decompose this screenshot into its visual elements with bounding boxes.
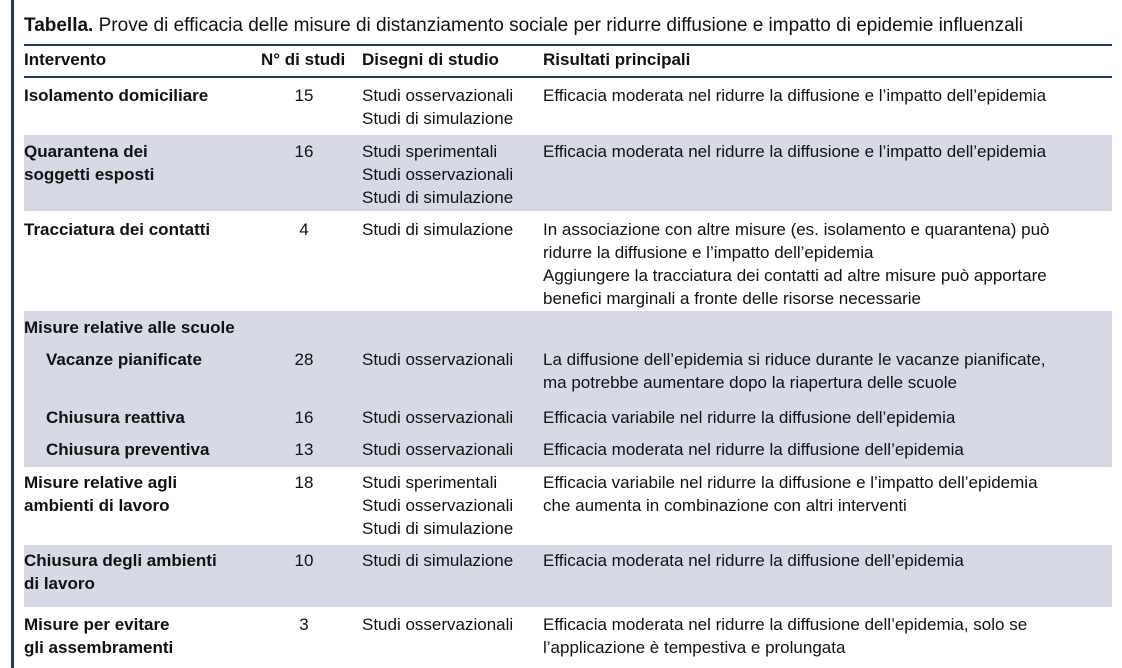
cell-disegni-line: Studi osservazionali bbox=[362, 496, 514, 515]
cell-disegni bbox=[362, 549, 513, 572]
cell-disegni bbox=[362, 406, 513, 429]
cell-disegni-line: Studi osservazionali bbox=[362, 440, 514, 459]
cell-intervento bbox=[24, 613, 173, 659]
cell-risultati-line: La diffusione dell’epidemia si riduce durante le vacanze pianificate, bbox=[543, 350, 1046, 369]
cell-risultati-line: Efficacia moderata nel ridurre la diffusione e l’impatto dell’epidemia bbox=[543, 86, 1047, 105]
table-row bbox=[24, 311, 1112, 344]
cell-risultati-line: l’applicazione è tempestiva e prolungata bbox=[543, 638, 846, 657]
cell-risultati bbox=[543, 471, 1038, 517]
cell-risultati-line: ridurre la diffusione e l’impatto dell’epidemia bbox=[543, 243, 874, 262]
cell-n-studi: 16 bbox=[294, 408, 314, 427]
table-title bbox=[24, 14, 1023, 38]
cell-risultati bbox=[543, 348, 1045, 394]
header-disegni: Disegni di studio bbox=[362, 50, 499, 69]
table-row bbox=[24, 434, 1112, 467]
cell-risultati-line: ma potrebbe aumentare dopo la riapertura delle scuole bbox=[543, 373, 957, 392]
cell-disegni-line: Studi osservazionali bbox=[362, 408, 514, 427]
cell-intervento bbox=[24, 549, 217, 595]
cell-intervento-line: gli assembramenti bbox=[24, 638, 174, 657]
cell-risultati bbox=[543, 84, 1046, 107]
cell-n-studi: 4 bbox=[299, 220, 309, 239]
cell-disegni bbox=[362, 438, 513, 461]
cell-intervento-line: Chiusura preventiva bbox=[46, 440, 210, 459]
cell-risultati-line: Efficacia variabile nel ridurre la diffusione dell’epidemia bbox=[543, 408, 956, 427]
cell-intervento-line: Misure relative agli bbox=[24, 473, 178, 492]
cell-intervento-line: Chiusura degli ambienti bbox=[24, 551, 217, 570]
cell-n-studi: 16 bbox=[294, 142, 314, 161]
cell-disegni-line: Studi osservazionali bbox=[362, 350, 514, 369]
cell-risultati-line: Efficacia moderata nel ridurre la diffusione dell’epidemia bbox=[543, 440, 964, 459]
table-row bbox=[24, 344, 1112, 402]
cell-intervento-line: di lavoro bbox=[24, 574, 95, 593]
cell-intervento-line: Quarantena dei bbox=[24, 142, 148, 161]
cell-intervento-line: Vacanze pianificate bbox=[46, 350, 202, 369]
table-row bbox=[24, 135, 1112, 211]
cell-disegni-line: Studi di simulazione bbox=[362, 109, 514, 128]
cell-n-studi: 18 bbox=[294, 473, 314, 492]
table-title-label: Tabella. bbox=[24, 15, 94, 36]
cell-disegni bbox=[362, 84, 513, 130]
table-title-text: Prove di efficacia delle misure di distanziamento sociale per ridurre diffusione e impatto di epidemie influenzali bbox=[93, 15, 1024, 36]
cell-n-studi: 10 bbox=[294, 551, 314, 570]
table-row bbox=[24, 607, 1112, 668]
header-risultati: Risultati principali bbox=[543, 50, 691, 69]
cell-risultati-line: Efficacia moderata nel ridurre la diffusione dell’epidemia bbox=[543, 551, 964, 570]
cell-risultati-line: che aumenta in combinazione con altri interventi bbox=[543, 496, 907, 515]
cell-disegni bbox=[362, 140, 513, 209]
cell-risultati bbox=[543, 218, 1050, 310]
header-n-studi: N° di studi bbox=[261, 50, 346, 69]
table-row bbox=[24, 211, 1112, 311]
cell-disegni-line: Studi osservazionali bbox=[362, 86, 514, 105]
cell-disegni bbox=[362, 348, 513, 371]
cell-n-studi: 13 bbox=[294, 440, 314, 459]
table-row bbox=[24, 467, 1112, 545]
cell-intervento-line: Isolamento domiciliare bbox=[24, 86, 209, 105]
cell-intervento-line: soggetti esposti bbox=[24, 165, 155, 184]
cell-intervento bbox=[24, 140, 154, 186]
cell-disegni-line: Studi sperimentali bbox=[362, 142, 498, 161]
cell-intervento-line: Misure per evitare bbox=[24, 615, 170, 634]
cell-intervento bbox=[46, 406, 185, 429]
cell-disegni-line: Studi sperimentali bbox=[362, 473, 498, 492]
cell-intervento-line: Misure relative alle scuole bbox=[24, 318, 235, 337]
cell-risultati bbox=[543, 613, 1027, 659]
table-row bbox=[24, 545, 1112, 607]
cell-intervento bbox=[24, 316, 235, 339]
cell-disegni bbox=[362, 218, 513, 241]
cell-risultati bbox=[543, 140, 1046, 163]
cell-n-studi: 28 bbox=[294, 350, 314, 369]
table-row bbox=[24, 78, 1112, 135]
cell-disegni-line: Studi osservazionali bbox=[362, 615, 514, 634]
cell-intervento bbox=[24, 471, 177, 517]
cell-risultati-line: Aggiungere la tracciatura dei contatti ad altre misure può apportare bbox=[543, 266, 1047, 285]
cell-disegni-line: Studi di simulazione bbox=[362, 188, 514, 207]
cell-risultati-line: Efficacia moderata nel ridurre la diffusione dell’epidemia, solo se bbox=[543, 615, 1028, 634]
cell-n-studi: 3 bbox=[299, 615, 309, 634]
table-frame bbox=[11, 0, 1122, 668]
cell-intervento-line: ambienti di lavoro bbox=[24, 496, 170, 515]
table-row bbox=[24, 402, 1112, 434]
cell-disegni bbox=[362, 613, 513, 636]
cell-risultati-line: Efficacia moderata nel ridurre la diffusione e l’impatto dell’epidemia bbox=[543, 142, 1047, 161]
cell-disegni-line: Studi di simulazione bbox=[362, 519, 514, 538]
cell-disegni-line: Studi di simulazione bbox=[362, 551, 514, 570]
cell-intervento bbox=[46, 438, 209, 461]
header-intervento: Intervento bbox=[24, 50, 107, 69]
cell-disegni-line: Studi osservazionali bbox=[362, 165, 514, 184]
cell-n-studi: 15 bbox=[294, 86, 314, 105]
cell-intervento-line: Tracciatura dei contatti bbox=[24, 220, 211, 239]
cell-risultati-line: Efficacia variabile nel ridurre la diffusione e l’impatto dell’epidemia bbox=[543, 473, 1038, 492]
cell-risultati bbox=[543, 438, 964, 461]
cell-disegni bbox=[362, 471, 513, 540]
cell-intervento-line: Chiusura reattiva bbox=[46, 408, 185, 427]
cell-intervento bbox=[46, 348, 202, 371]
cell-disegni-line: Studi di simulazione bbox=[362, 220, 514, 239]
top-rule bbox=[24, 44, 1112, 46]
cell-intervento bbox=[24, 218, 210, 241]
cell-intervento bbox=[24, 84, 208, 107]
cell-risultati bbox=[543, 549, 964, 572]
cell-risultati-line: benefici marginali a fronte delle risorse necessarie bbox=[543, 289, 921, 308]
cell-risultati-line: In associazione con altre misure (es. isolamento e quarantena) può bbox=[543, 220, 1050, 239]
cell-risultati bbox=[543, 406, 955, 429]
